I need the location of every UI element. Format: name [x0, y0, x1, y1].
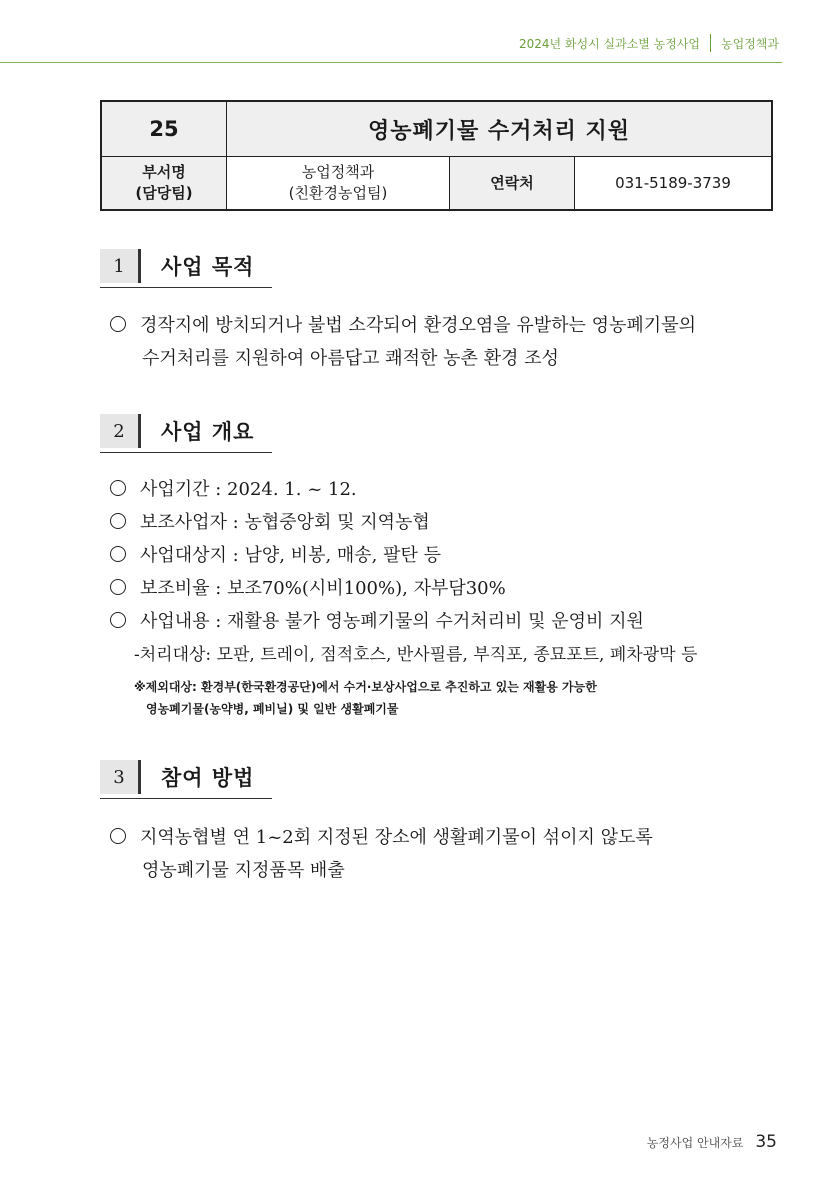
overview-text: 보조사업자 : 농협중앙회 및 지역농협	[140, 512, 430, 533]
overview-text: 보조비율 : 보조70%(시비100%), 자부담30%	[140, 578, 506, 599]
circle-bullet-icon	[110, 480, 126, 496]
dept-value: 농업정책과	[301, 163, 375, 181]
section-header-method	[100, 760, 254, 794]
header-divider	[710, 34, 711, 52]
project-title-row	[102, 102, 771, 157]
overview-sub-item: -처리대상: 모판, 트레이, 점적호스, 반사필름, 부직포, 종묘포트, 폐차광막 등	[134, 645, 698, 665]
overview-item	[110, 541, 441, 567]
method-line-2: 영농폐기물 지정품목 배출	[142, 860, 345, 881]
header-department: 농업정책과	[721, 36, 779, 51]
overview-item	[110, 508, 430, 534]
team-label: (담당팀)	[135, 184, 193, 202]
project-contact-row	[102, 157, 771, 209]
circle-bullet-icon	[110, 579, 126, 595]
overview-text: 사업기간 : 2024. 1. ~ 12.	[140, 479, 357, 500]
purpose-text-1: 경작지에 방치되거나 불법 소각되어 환경오염을 유발하는 영농폐기물의	[140, 315, 696, 336]
section-title: 사업 개요	[161, 420, 255, 444]
section-underline	[100, 452, 272, 453]
project-number: 25	[102, 102, 227, 156]
section-underline	[100, 287, 272, 288]
section-header-purpose	[100, 249, 254, 283]
header-rule	[0, 62, 782, 63]
dept-value-cell	[227, 157, 450, 209]
overview-text: 사업대상지 : 남양, 비봉, 매송, 팔탄 등	[140, 545, 441, 566]
purpose-line-1	[110, 311, 696, 337]
team-value: (친환경농업팀)	[288, 184, 388, 202]
section-number: 3	[100, 760, 141, 794]
footer-text: 농정사업 안내자료	[646, 1136, 744, 1150]
section-underline	[100, 798, 272, 799]
project-title: 영농폐기물 수거처리 지원	[367, 118, 631, 144]
exclusion-note-1: ※제외대상: 환경부(한국환경공단)에서 수거·보상사업으로 추진하고 있는 재활용 가능한	[134, 680, 597, 694]
exclusion-note-2: 영농폐기물(농약병, 폐비닐) 및 일반 생활폐기물	[146, 702, 399, 716]
section-number: 2	[100, 414, 141, 448]
circle-bullet-icon	[110, 828, 126, 844]
circle-bullet-icon	[110, 513, 126, 529]
method-text-1: 지역농협별 연 1~2회 지정된 장소에 생활폐기물이 섞이지 않도록	[140, 827, 653, 848]
running-header	[519, 34, 779, 52]
section-number: 1	[100, 249, 141, 283]
overview-item	[110, 475, 357, 501]
circle-bullet-icon	[110, 612, 126, 628]
purpose-line-2: 수거처리를 지원하여 아름답고 쾌적한 농촌 환경 조성	[142, 348, 559, 369]
circle-bullet-icon	[110, 546, 126, 562]
overview-item	[110, 607, 644, 633]
dept-label-cell	[102, 157, 227, 209]
page-number: 35	[755, 1132, 777, 1152]
contact-label: 연락처	[450, 157, 575, 209]
circle-bullet-icon	[110, 316, 126, 332]
dept-label: 부서명	[142, 163, 186, 181]
overview-text: 사업내용 : 재활용 불가 영농폐기물의 수거처리비 및 운영비 지원	[140, 611, 644, 632]
section-title: 참여 방법	[161, 766, 255, 790]
section-header-overview	[100, 414, 254, 448]
project-info-table	[100, 100, 773, 211]
overview-item	[110, 574, 506, 600]
contact-value: 031-5189-3739	[615, 173, 731, 192]
method-line-1	[110, 823, 653, 849]
header-doc-title: 2024년 화성시 실과소별 농정사업	[518, 36, 701, 51]
page-footer	[647, 1132, 777, 1152]
section-title: 사업 목적	[161, 255, 255, 279]
